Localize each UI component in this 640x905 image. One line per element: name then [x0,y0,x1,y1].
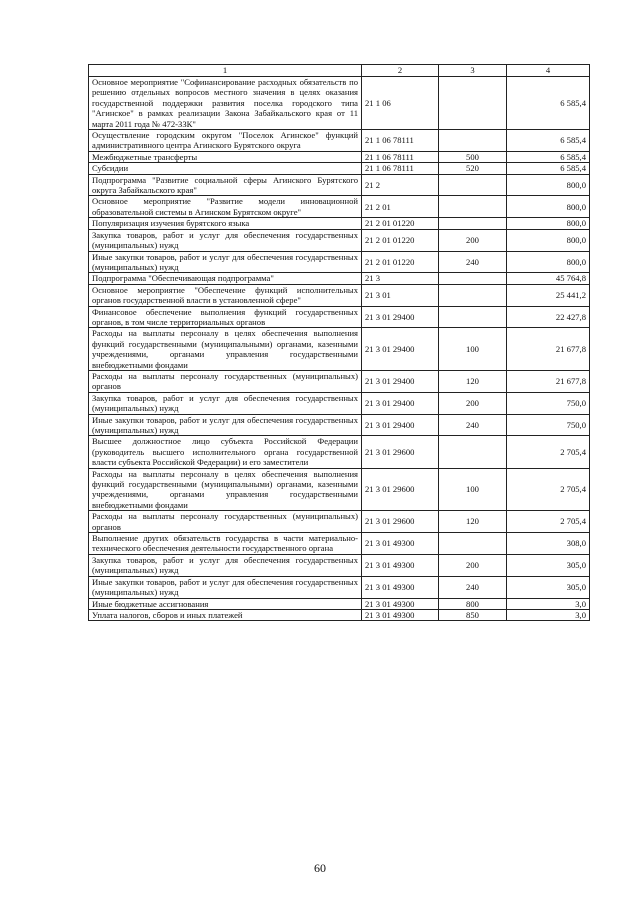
row-sum-cell: 3,0 [507,609,590,620]
row-name-cell: Расходы на выплаты персоналу в целях обеспечения выполнения функций государственными (муниципальными) органами, казенными учреждениями, органами управления государственными внебюджетными фондами [89,328,362,371]
page-number: 60 [314,861,326,875]
row-expense-type-cell: 800 [439,598,507,609]
row-sum-cell: 308,0 [507,533,590,555]
row-name-cell: Расходы на выплаты персоналу государственных (муниципальных) органов [89,370,362,392]
row-sum-cell: 800,0 [507,174,590,196]
row-expense-type-cell: 520 [439,163,507,174]
row-expense-type-cell [439,273,507,284]
table-row [89,273,590,284]
row-expense-type-cell: 100 [439,468,507,511]
row-code-cell: 21 3 01 29400 [362,414,439,436]
row-code-cell: 21 3 01 49300 [362,554,439,576]
row-sum-cell: 2 705,4 [507,511,590,533]
column-header: 4 [507,65,590,77]
row-expense-type-cell: 850 [439,609,507,620]
row-code-cell: 21 3 01 49300 [362,533,439,555]
row-sum-cell: 800,0 [507,251,590,273]
row-code-cell: 21 3 [362,273,439,284]
table-row [89,306,590,328]
column-header: 2 [362,65,439,77]
budget-table [88,64,590,621]
row-sum-cell: 22 427,8 [507,306,590,328]
table-row [89,229,590,251]
table-row [89,163,590,174]
row-name-cell: Основное мероприятие "Софинансирование расходных обязательств по решению отдельных вопросов местного значения в целях оказания государственной поддержки развития поселка городского типа "Агинское" в рамках реализации Закона Забайкальского края от 11 марта 2011 года № 472-ЗЗК" [89,77,362,130]
table-row [89,251,590,273]
row-code-cell: 21 1 06 [362,77,439,130]
column-header: 3 [439,65,507,77]
row-expense-type-cell [439,436,507,468]
table-row [89,392,590,414]
row-expense-type-cell [439,284,507,306]
row-name-cell: Подпрограмма "Развитие социальной сферы Агинского Бурятского округа Забайкальского края" [89,174,362,196]
row-code-cell: 21 3 01 29400 [362,370,439,392]
row-code-cell: 21 1 06 78111 [362,163,439,174]
row-name-cell: Уплата налогов, сборов и иных платежей [89,609,362,620]
row-name-cell: Субсидии [89,163,362,174]
row-name-cell: Закупка товаров, работ и услуг для обеспечения государственных (муниципальных) нужд [89,554,362,576]
table-row [89,370,590,392]
row-expense-type-cell: 240 [439,576,507,598]
row-code-cell: 21 3 01 29400 [362,392,439,414]
row-code-cell: 21 2 01 [362,196,439,218]
row-expense-type-cell: 200 [439,392,507,414]
row-expense-type-cell: 240 [439,414,507,436]
row-code-cell: 21 1 06 78111 [362,130,439,152]
row-expense-type-cell [439,218,507,229]
row-sum-cell: 2 705,4 [507,436,590,468]
row-sum-cell: 25 441,2 [507,284,590,306]
row-expense-type-cell: 100 [439,328,507,371]
table-row [89,196,590,218]
table-header-row [89,65,590,77]
table-row [89,436,590,468]
table-row [89,533,590,555]
row-code-cell: 21 3 01 49300 [362,609,439,620]
row-name-cell: Расходы на выплаты персоналу в целях обеспечения выполнения функций государственными (муниципальными) органами, казенными учреждениями, органами управления государственными внебюджетными фондами [89,468,362,511]
table-row [89,77,590,130]
row-name-cell: Популяризация изучения бурятского языка [89,218,362,229]
row-name-cell: Иные бюджетные ассигнования [89,598,362,609]
row-code-cell: 21 3 01 29600 [362,511,439,533]
row-name-cell: Выполнение других обязательств государства в части материально-технического обеспечения деятельности государственного органа [89,533,362,555]
row-name-cell: Иные закупки товаров, работ и услуг для обеспечения государственных (муниципальных) нужд [89,576,362,598]
row-code-cell: 21 2 [362,174,439,196]
row-name-cell: Расходы на выплаты персоналу государственных (муниципальных) органов [89,511,362,533]
table-row [89,328,590,371]
row-sum-cell: 305,0 [507,576,590,598]
row-code-cell: 21 3 01 [362,284,439,306]
row-expense-type-cell [439,174,507,196]
row-expense-type-cell: 120 [439,511,507,533]
row-code-cell: 21 3 01 49300 [362,576,439,598]
row-code-cell: 21 3 01 29400 [362,306,439,328]
row-sum-cell: 21 677,8 [507,370,590,392]
row-name-cell: Иные закупки товаров, работ и услуг для обеспечения государственных (муниципальных) нужд [89,414,362,436]
row-expense-type-cell [439,306,507,328]
row-name-cell: Закупка товаров, работ и услуг для обеспечения государственных (муниципальных) нужд [89,392,362,414]
table-row [89,609,590,620]
row-name-cell: Высшее должностное лицо субъекта Российской Федерации (руководитель высшего исполнительного органа государственной власти субъекта Российской Федерации) и его заместители [89,436,362,468]
row-sum-cell: 750,0 [507,392,590,414]
row-code-cell: 21 3 01 29400 [362,328,439,371]
table-row [89,151,590,162]
row-expense-type-cell [439,196,507,218]
row-code-cell: 21 3 01 29600 [362,468,439,511]
row-name-cell: Основное мероприятие "Развитие модели инновационной образовательной системы в Агинском Бурятском округе" [89,196,362,218]
row-code-cell: 21 3 01 49300 [362,598,439,609]
table-row [89,554,590,576]
row-sum-cell: 2 705,4 [507,468,590,511]
row-code-cell: 21 1 06 78111 [362,151,439,162]
row-sum-cell: 800,0 [507,229,590,251]
row-expense-type-cell: 200 [439,229,507,251]
table-row [89,414,590,436]
table-row [89,576,590,598]
row-name-cell: Осуществление городским округом "Поселок Агинское" функций административного центра Агинского Бурятского округа [89,130,362,152]
table-row [89,598,590,609]
table-row [89,174,590,196]
row-expense-type-cell: 240 [439,251,507,273]
row-code-cell: 21 3 01 29600 [362,436,439,468]
row-sum-cell: 45 764,8 [507,273,590,284]
row-expense-type-cell: 500 [439,151,507,162]
row-code-cell: 21 2 01 01220 [362,251,439,273]
row-sum-cell: 6 585,4 [507,151,590,162]
row-expense-type-cell: 120 [439,370,507,392]
row-expense-type-cell [439,77,507,130]
row-sum-cell: 800,0 [507,196,590,218]
row-code-cell: 21 2 01 01220 [362,229,439,251]
row-expense-type-cell: 200 [439,554,507,576]
row-sum-cell: 3,0 [507,598,590,609]
row-sum-cell: 305,0 [507,554,590,576]
row-expense-type-cell [439,130,507,152]
table-row [89,284,590,306]
row-code-cell: 21 2 01 01220 [362,218,439,229]
table-row [89,130,590,152]
row-sum-cell: 750,0 [507,414,590,436]
column-header: 1 [89,65,362,77]
row-name-cell: Межбюджетные трансферты [89,151,362,162]
table-row [89,218,590,229]
table-row [89,511,590,533]
row-name-cell: Основное мероприятие "Обеспечение функций исполнительных органов государственной власти в установленной сфере" [89,284,362,306]
row-name-cell: Закупка товаров, работ и услуг для обеспечения государственных (муниципальных) нужд [89,229,362,251]
row-sum-cell: 6 585,4 [507,163,590,174]
table-row [89,468,590,511]
row-name-cell: Подпрограмма "Обеспечивающая подпрограмма" [89,273,362,284]
row-name-cell: Иные закупки товаров, работ и услуг для обеспечения государственных (муниципальных) нужд [89,251,362,273]
row-name-cell: Финансовое обеспечение выполнения функций государственных органов, в том числе территориальных органов [89,306,362,328]
row-sum-cell: 800,0 [507,218,590,229]
row-sum-cell: 6 585,4 [507,77,590,130]
row-sum-cell: 6 585,4 [507,130,590,152]
row-sum-cell: 21 677,8 [507,328,590,371]
row-expense-type-cell [439,533,507,555]
